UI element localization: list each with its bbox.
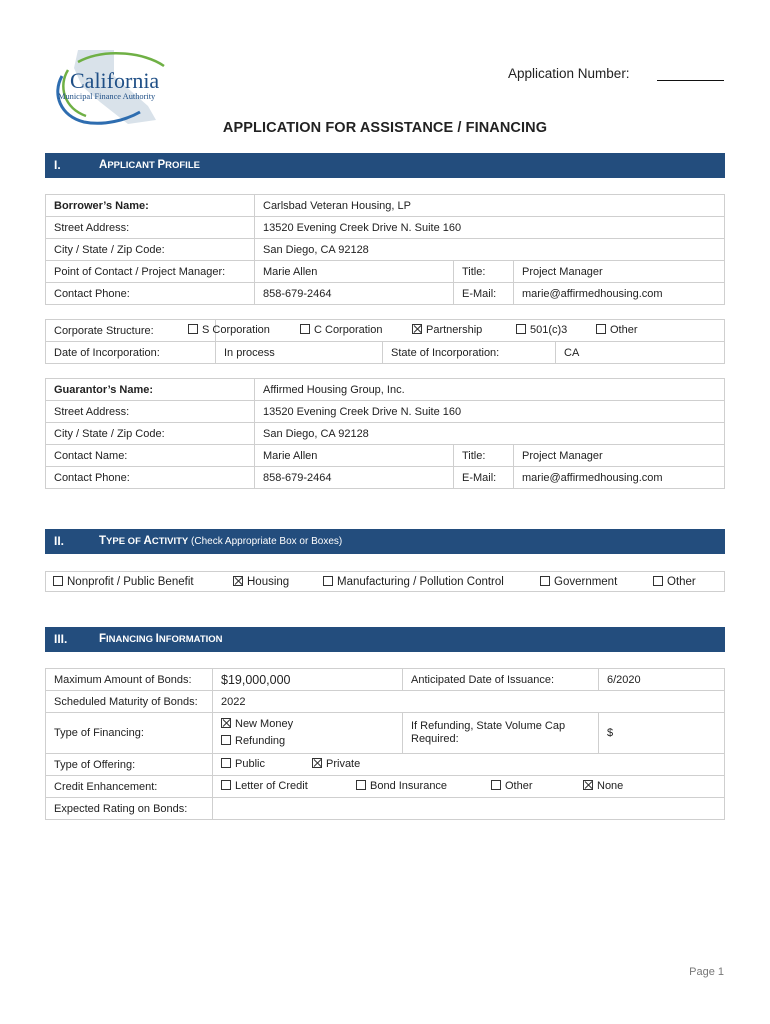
issuance-date-field[interactable]: 6/2020 [599,669,725,691]
state-of-incorporation-field[interactable]: CA [556,342,725,364]
credit-enhancement-options [213,776,725,798]
financing-table [45,668,725,820]
logo-text: California [70,68,160,93]
maturity-field[interactable]: 2022 [213,691,725,713]
expected-rating-label: Expected Rating on Bonds: [46,798,213,820]
max-bonds-label: Maximum Amount of Bonds: [46,669,213,691]
new-money-option[interactable]: New Money [221,716,394,733]
section-number: II. [54,534,65,548]
table-row [46,423,725,445]
government-checkbox[interactable] [540,576,550,586]
guarantor-city-field[interactable]: San Diego, CA 92128 [255,423,725,445]
email-label: E-Mail: [454,283,514,305]
section-number: III. [54,632,68,646]
private-option[interactable]: Private [312,758,360,770]
date-of-incorporation-field[interactable]: In process [216,342,383,364]
other-structure-checkbox[interactable] [596,324,606,334]
logo-subtext: Municipal Finance Authority [58,92,156,101]
refunding-volume-cap-label: If Refunding, State Volume Cap Required: [403,713,599,754]
c-corporation-checkbox[interactable] [300,324,310,334]
partnership-checkbox[interactable] [412,324,422,334]
guarantor-contact-label: Contact Name: [46,445,255,467]
application-number-label: Application Number: [508,66,630,81]
corporate-structure-table [45,319,725,364]
contact-phone-field[interactable]: 858-679-2464 [255,283,454,305]
table-row [46,669,725,691]
letter-of-credit-checkbox[interactable] [221,780,231,790]
email-field[interactable]: marie@affirmedhousing.com [514,283,725,305]
bond-insurance-option[interactable]: Bond Insurance [356,780,447,792]
cmfa-logo [44,46,176,126]
table-row [46,691,725,713]
application-number-field[interactable] [657,80,724,81]
table-row [46,467,725,489]
other-enhancement-option[interactable]: Other [491,780,533,792]
guarantor-title-field[interactable]: Project Manager [514,445,725,467]
other-structure-option[interactable]: Other [596,324,638,336]
manufacturing-checkbox[interactable] [323,576,333,586]
state-of-incorporation-label: State of Incorporation: [383,342,556,364]
none-enhancement-option[interactable]: None [583,780,623,792]
section-type-of-activity-header [45,529,725,554]
guarantor-title-label: Title: [454,445,514,467]
city-state-zip-label: City / State / Zip Code: [46,239,255,261]
guarantor-name-field[interactable]: Affirmed Housing Group, Inc. [255,379,725,401]
table-row [46,261,725,283]
guarantor-contact-field[interactable]: Marie Allen [255,445,454,467]
other-activity-checkbox[interactable] [653,576,663,586]
table-row [46,217,725,239]
section-title: FINANCING INFORMATION [99,633,223,645]
guarantor-phone-field[interactable]: 858-679-2464 [255,467,454,489]
expected-rating-field[interactable] [213,798,725,820]
type-of-financing-options [213,713,403,754]
other-activity-option[interactable]: Other [653,576,696,588]
guarantor-street-label: Street Address: [46,401,255,423]
california-map-icon [44,46,176,126]
point-of-contact-field[interactable]: Marie Allen [255,261,454,283]
table-row [46,776,725,798]
contact-phone-label: Contact Phone: [46,283,255,305]
government-option[interactable]: Government [540,576,617,588]
type-of-offering-label: Type of Offering: [46,754,213,776]
section-financing-information-header [45,627,725,652]
type-of-offering-options [213,754,725,776]
private-checkbox[interactable] [312,758,322,768]
none-enhancement-checkbox[interactable] [583,780,593,790]
title-field[interactable]: Project Manager [514,261,725,283]
document-title: APPLICATION FOR ASSISTANCE / FINANCING [222,120,548,136]
nonprofit-checkbox[interactable] [53,576,63,586]
title-label: Title: [454,261,514,283]
credit-enhancement-label: Credit Enhancement: [46,776,213,798]
table-row [46,754,725,776]
max-bonds-field[interactable]: $19,000,000 [213,669,403,691]
borrower-name-label: Borrower’s Name: [46,195,255,217]
section-number: I. [54,158,61,172]
corporate-structure-label: Corporate Structure: [46,320,216,342]
housing-option[interactable]: Housing [233,576,289,588]
point-of-contact-label: Point of Contact / Project Manager: [46,261,255,283]
table-row [46,798,725,820]
maturity-label: Scheduled Maturity of Bonds: [46,691,213,713]
table-row [46,283,725,305]
street-address-label: Street Address: [46,217,255,239]
other-enhancement-checkbox[interactable] [491,780,501,790]
c-corporation-option[interactable]: C Corporation [300,324,382,336]
guarantor-phone-label: Contact Phone: [46,467,255,489]
section-title: TYPE OF ACTIVITY (Check Appropriate Box or Boxes) [99,535,343,547]
type-of-financing-label: Type of Financing: [46,713,213,754]
refunding-option[interactable]: Refunding [221,733,394,750]
section-title: APPLICANT PROFILE [99,159,200,171]
section-applicant-profile-header [45,153,725,178]
table-row [46,445,725,467]
nonprofit-option[interactable]: Nonprofit / Public Benefit [53,576,194,588]
street-address-field[interactable]: 13520 Evening Creek Drive N. Suite 160 [255,217,725,239]
refunding-volume-cap-field[interactable]: $ [599,713,725,754]
table-row [46,401,725,423]
new-money-checkbox[interactable] [221,718,231,728]
table-row [46,195,725,217]
table-row [46,713,725,754]
public-option[interactable]: Public [221,758,265,770]
table-row [46,239,725,261]
refunding-checkbox[interactable] [221,735,231,745]
letter-of-credit-option[interactable]: Letter of Credit [221,780,308,792]
guarantor-name-label: Guarantor’s Name: [46,379,255,401]
s-corporation-option[interactable]: S Corporation [188,324,270,336]
s-corporation-checkbox[interactable] [188,324,198,334]
guarantor-email-field[interactable]: marie@affirmedhousing.com [514,467,725,489]
date-of-incorporation-label: Date of Incorporation: [46,342,216,364]
activity-type-options [45,571,725,592]
501c3-checkbox[interactable] [516,324,526,334]
guarantor-email-label: E-Mail: [454,467,514,489]
guarantor-street-field[interactable]: 13520 Evening Creek Drive N. Suite 160 [255,401,725,423]
housing-checkbox[interactable] [233,576,243,586]
guarantor-city-label: City / State / Zip Code: [46,423,255,445]
table-row [46,342,725,364]
partnership-option[interactable]: Partnership [412,324,482,336]
city-state-zip-field[interactable]: San Diego, CA 92128 [255,239,725,261]
issuance-date-label: Anticipated Date of Issuance: [403,669,599,691]
borrower-table [45,194,725,305]
guarantor-table [45,378,725,489]
page-number: Page 1 [689,966,724,978]
bond-insurance-checkbox[interactable] [356,780,366,790]
table-row [46,379,725,401]
manufacturing-option[interactable]: Manufacturing / Pollution Control [323,576,504,588]
public-checkbox[interactable] [221,758,231,768]
corporate-structure-options [202,320,725,342]
501c3-option[interactable]: 501(c)3 [516,324,567,336]
table-row [46,320,725,342]
borrower-name-field[interactable]: Carlsbad Veteran Housing, LP [255,195,725,217]
